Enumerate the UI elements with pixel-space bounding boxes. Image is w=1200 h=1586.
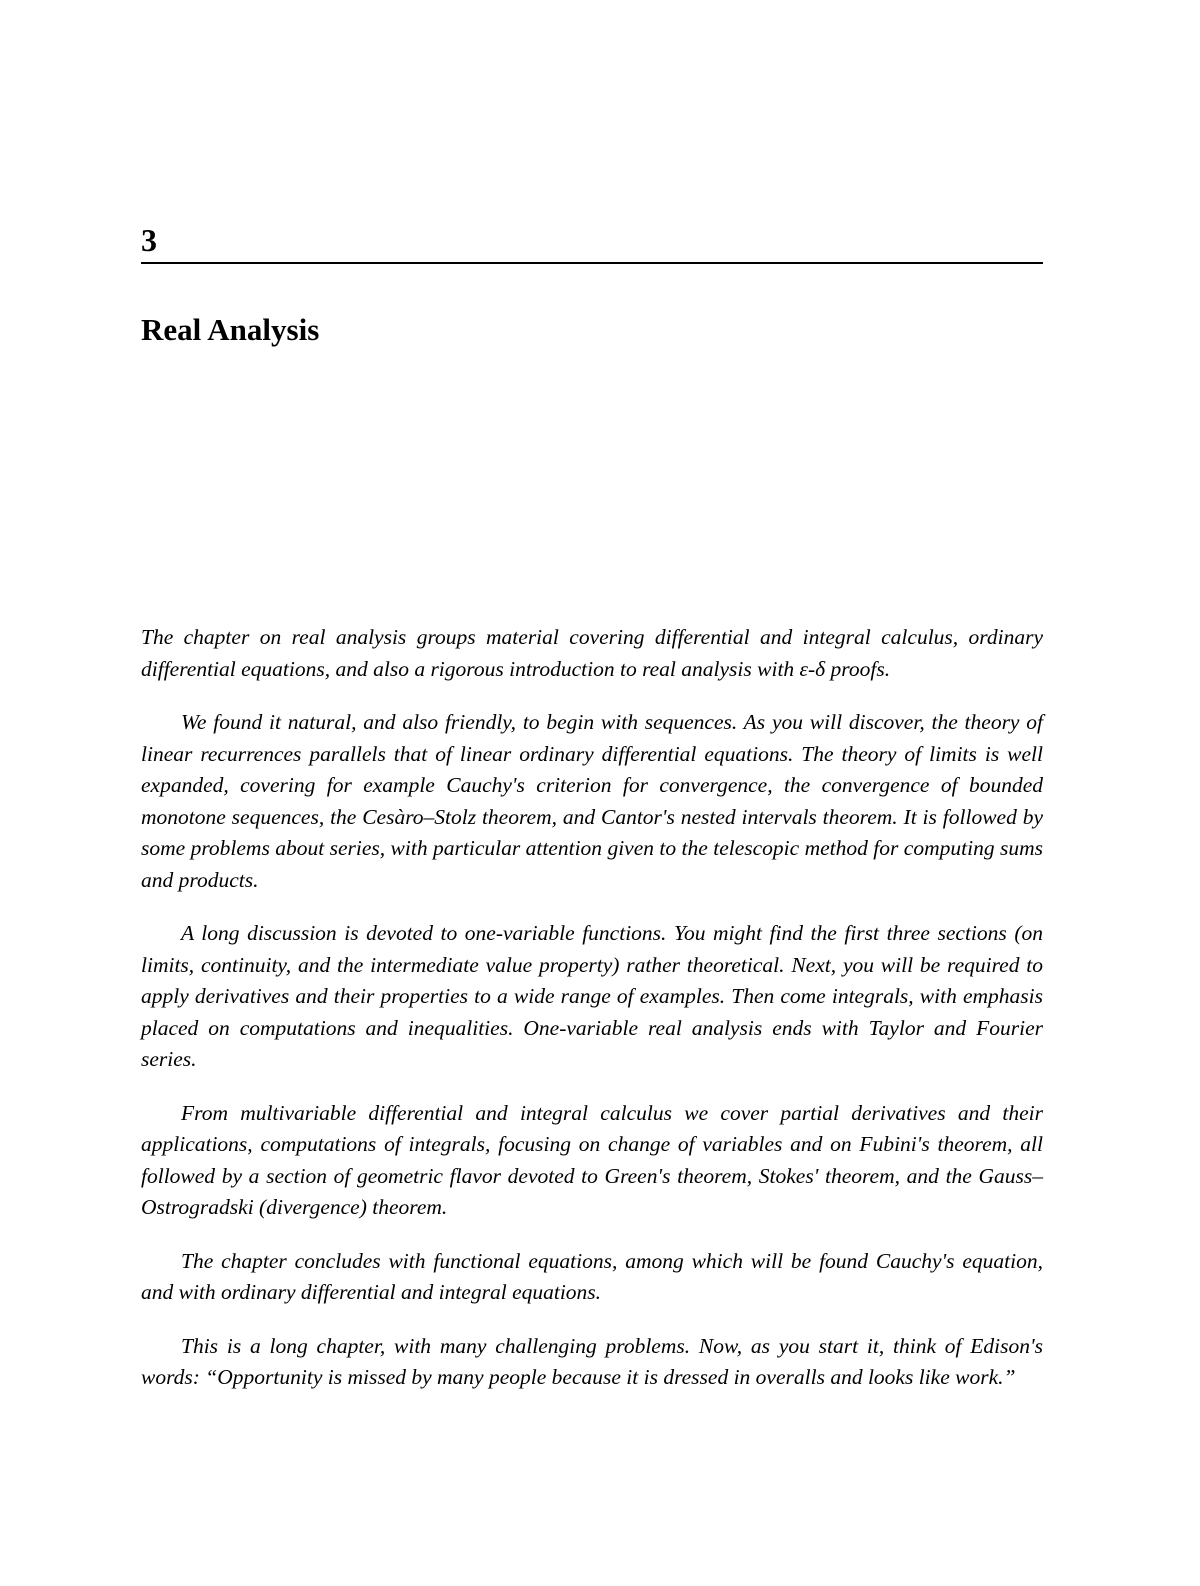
chapter-introduction xyxy=(141,622,1043,1416)
chapter-rule xyxy=(141,262,1043,264)
intro-paragraph: From multivariable differential and integral calculus we cover partial derivatives and their applications, computations of integrals, focusing on change of variables and on Fubini's theorem, all followed by a section of geometric flavor devoted to Green's theorem, Stokes' theorem, and the Gauss–Ostrogradski (divergence) theorem. xyxy=(141,1100,1043,1219)
chapter-number: 3 xyxy=(141,222,157,258)
intro-paragraph: This is a long chapter, with many challenging problems. Now, as you start it, think of Edison's words: “Opportunity is missed by many people because it is dressed in overalls and looks like work.” xyxy=(141,1333,1043,1389)
intro-paragraph: We found it natural, and also friendly, to begin with sequences. As you will discover, the theory of linear recurrences parallels that of linear ordinary differential equations. The theory of limits is well expanded, covering for example Cauchy's criterion for convergence, the convergence of bounded monotone sequences, the Cesàro–Stolz theorem, and Cantor's nested intervals theorem. It is followed by some problems about series, with particular attention given to the telescopic method for computing sums and products. xyxy=(141,710,1043,892)
intro-paragraph: The chapter on real analysis groups material covering differential and integral calculus, ordinary differential equations, and also a rigorous introduction to real analysis with ε-δ proofs. xyxy=(141,625,1043,681)
intro-paragraph: The chapter concludes with functional equations, among which will be found Cauchy's equation, and with ordinary differential and integral equations. xyxy=(141,1248,1043,1304)
intro-paragraph: A long discussion is devoted to one-variable functions. You might find the first three sections (on limits, continuity, and the intermediate value property) rather theoretical. Next, you will be required to apply derivatives and their properties to a wide range of examples. Then come integrals, with emphasis placed on computations and inequalities. One-variable real analysis ends with Taylor and Fourier series. xyxy=(141,921,1043,1071)
chapter-title: Real Analysis xyxy=(141,312,320,347)
